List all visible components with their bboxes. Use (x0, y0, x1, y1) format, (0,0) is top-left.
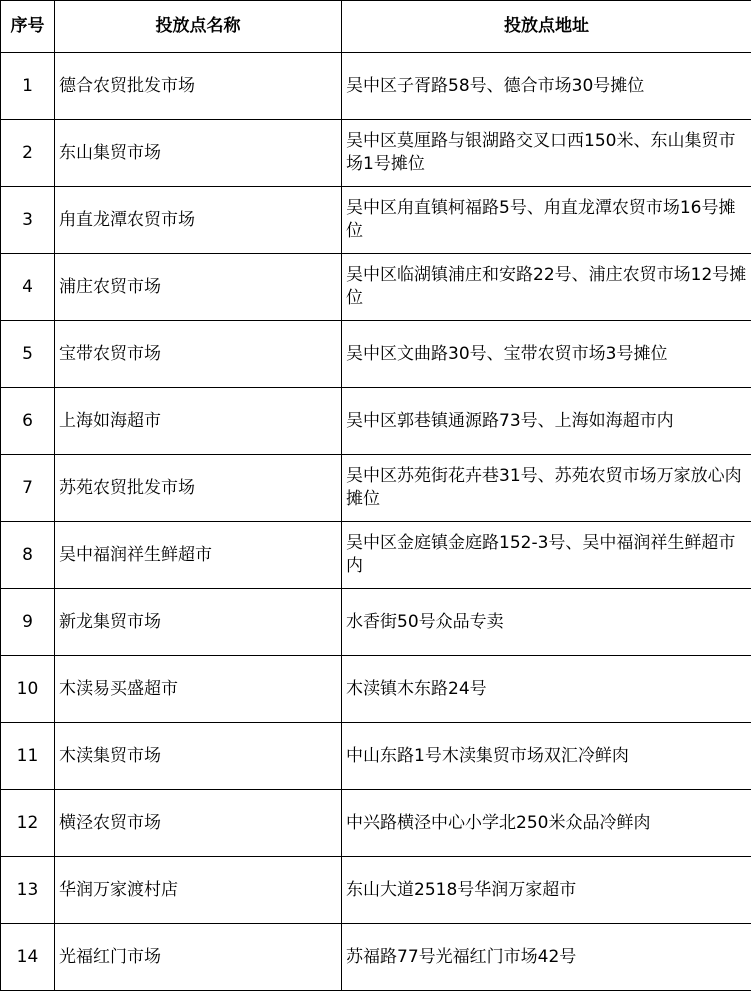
row-index: 8 (1, 522, 55, 589)
table-row (1, 723, 751, 790)
row-index: 14 (1, 924, 55, 991)
row-index: 10 (1, 656, 55, 723)
table-row (1, 656, 751, 723)
point-address: 东山大道2518号华润万家超市 (342, 857, 751, 924)
table-row (1, 522, 751, 589)
point-name: 木渎集贸市场 (55, 723, 342, 790)
table-row (1, 589, 751, 656)
row-index: 12 (1, 790, 55, 857)
point-name: 浦庄农贸市场 (55, 254, 342, 321)
point-name: 上海如海超市 (55, 388, 342, 455)
row-index: 5 (1, 321, 55, 388)
point-address: 苏福路77号光福红门市场42号 (342, 924, 751, 991)
row-index: 6 (1, 388, 55, 455)
table-row (1, 254, 751, 321)
point-address: 吴中区莫厘路与银湖路交叉口西150米、东山集贸市场1号摊位 (342, 120, 751, 187)
table-row (1, 321, 751, 388)
row-index: 11 (1, 723, 55, 790)
point-name: 甪直龙潭农贸市场 (55, 187, 342, 254)
row-index: 9 (1, 589, 55, 656)
point-name: 光福红门市场 (55, 924, 342, 991)
point-address: 吴中区金庭镇金庭路152-3号、吴中福润祥生鲜超市内 (342, 522, 751, 589)
header-row (1, 1, 751, 53)
table-row (1, 187, 751, 254)
point-address: 中兴路横泾中心小学北250米众品冷鲜肉 (342, 790, 751, 857)
table-row (1, 857, 751, 924)
point-address: 吴中区子胥路58号、德合市场30号摊位 (342, 53, 751, 120)
point-name: 苏苑农贸批发市场 (55, 455, 342, 522)
table-row (1, 388, 751, 455)
point-name: 东山集贸市场 (55, 120, 342, 187)
row-index: 3 (1, 187, 55, 254)
point-address: 吴中区临湖镇浦庄和安路22号、浦庄农贸市场12号摊位 (342, 254, 751, 321)
point-address: 中山东路1号木渎集贸市场双汇冷鲜肉 (342, 723, 751, 790)
point-address: 水香街50号众品专卖 (342, 589, 751, 656)
table-row (1, 120, 751, 187)
point-name: 横泾农贸市场 (55, 790, 342, 857)
point-address: 吴中区苏苑街花卉巷31号、苏苑农贸市场万家放心肉摊位 (342, 455, 751, 522)
table-row (1, 53, 751, 120)
point-name: 华润万家渡村店 (55, 857, 342, 924)
table-row (1, 790, 751, 857)
point-name: 木渎易买盛超市 (55, 656, 342, 723)
row-index: 2 (1, 120, 55, 187)
column-header-index: 序号 (1, 1, 55, 53)
table-row (1, 924, 751, 991)
point-address: 吴中区文曲路30号、宝带农贸市场3号摊位 (342, 321, 751, 388)
table-row (1, 455, 751, 522)
row-index: 13 (1, 857, 55, 924)
column-header-address: 投放点地址 (342, 1, 751, 53)
point-address: 吴中区郭巷镇通源路73号、上海如海超市内 (342, 388, 751, 455)
point-name: 吴中福润祥生鲜超市 (55, 522, 342, 589)
row-index: 7 (1, 455, 55, 522)
row-index: 1 (1, 53, 55, 120)
point-name: 宝带农贸市场 (55, 321, 342, 388)
point-name: 德合农贸批发市场 (55, 53, 342, 120)
point-address: 吴中区甪直镇柯福路5号、甪直龙潭农贸市场16号摊位 (342, 187, 751, 254)
point-name: 新龙集贸市场 (55, 589, 342, 656)
point-address: 木渎镇木东路24号 (342, 656, 751, 723)
row-index: 4 (1, 254, 55, 321)
column-header-name: 投放点名称 (55, 1, 342, 53)
